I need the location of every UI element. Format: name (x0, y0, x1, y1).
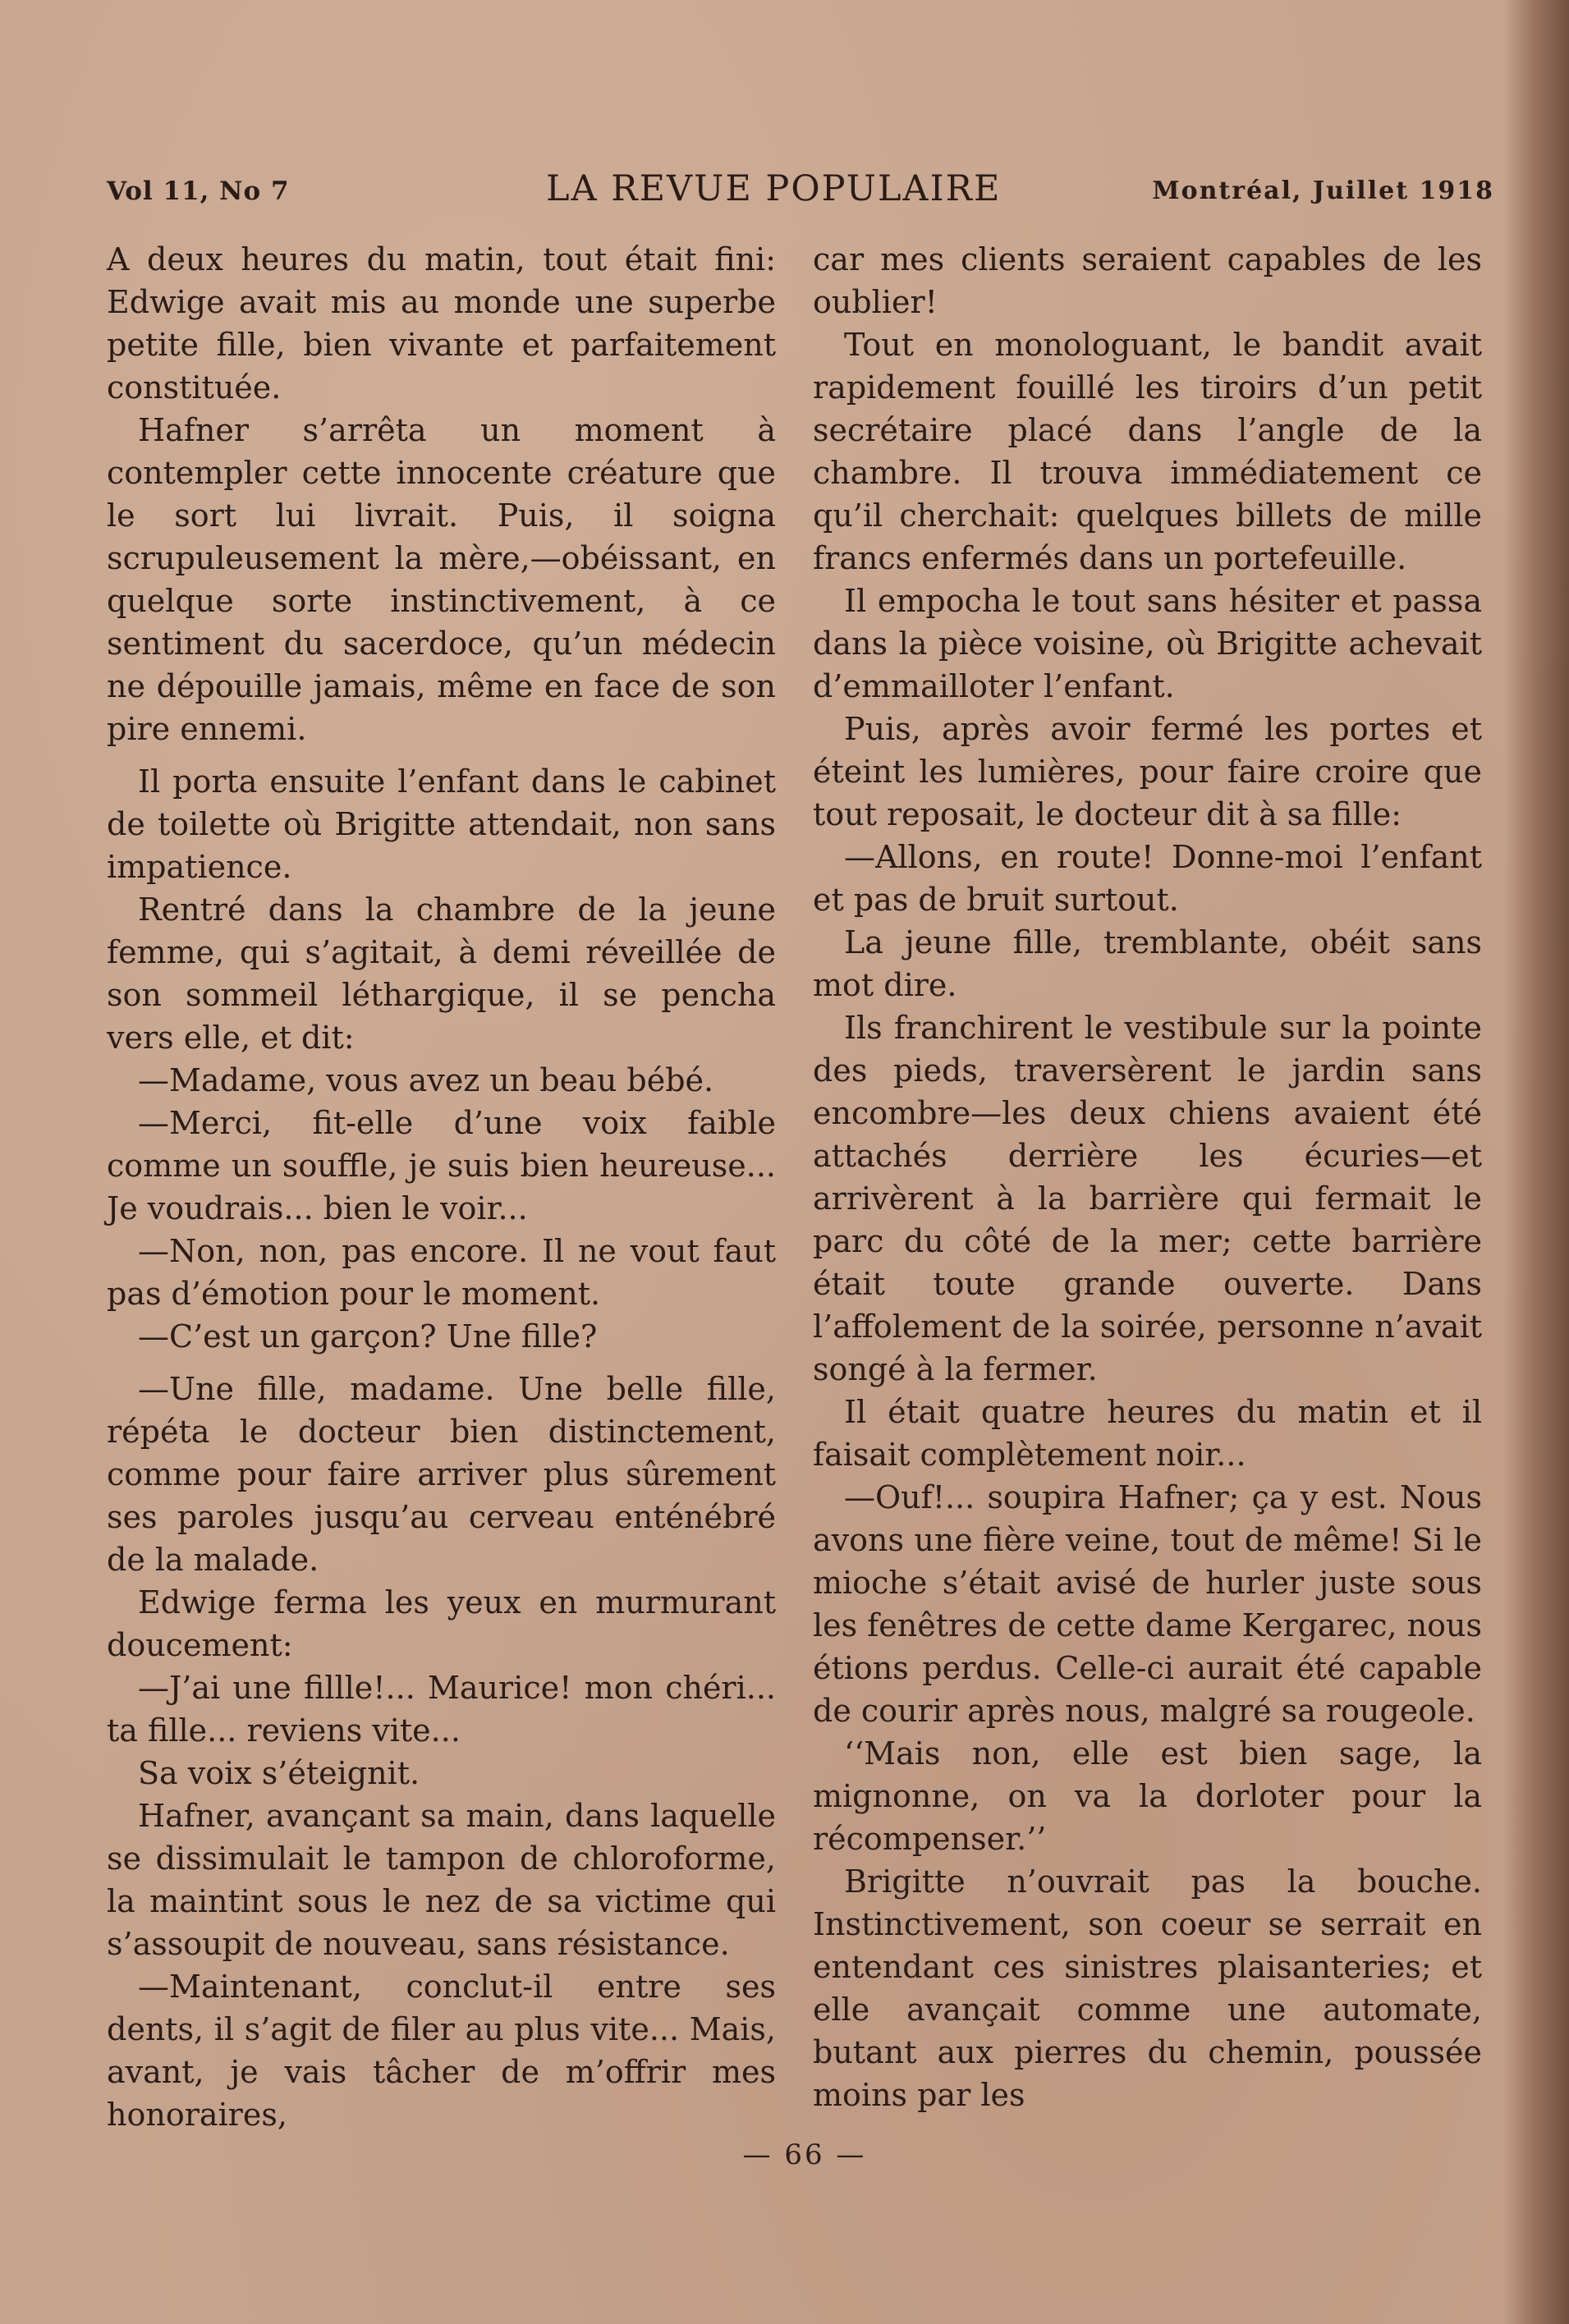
dialogue-line: —Ouf!... soupira Hafner; ça y est. Nous avons une fière veine, tout de même! Si le mioche s’était avisé de hurler juste sous les fenêtres de cette dame Kergarec, nous étions perdus. Celle-ci aurait été capable de courir après nous, malgré sa rougeole. (813, 1479, 1483, 1729)
dialogue-line: —Non, non, pas encore. Il ne vout faut pas d’émotion pour le moment. (107, 1233, 776, 1312)
left-column (107, 238, 776, 2136)
paragraph: Edwige ferma les yeux en murmurant doucement: (107, 1584, 776, 1663)
paragraph: Sa voix s’éteignit. (138, 1755, 420, 1791)
dialogue-line: —C’est un garçon? Une fille? (138, 1318, 598, 1355)
paragraph: Il porta ensuite l’enfant dans le cabinet de toilette où Brigitte attendait, non sans impatience. (107, 763, 776, 885)
dialogue-line: —Allons, en route! Donne-moi l’enfant et pas de bruit surtout. (813, 839, 1482, 918)
paragraph: Il était quatre heures du matin et il faisait complètement noir... (813, 1394, 1482, 1473)
dialogue-line: ‘‘Mais non, elle est bien sage, la mignonne, on va la dorloter pour la récompenser.’’ (813, 1735, 1482, 1857)
dialogue-line: —Une fille, madame. Une belle fille, répéta le docteur bien distinctement, comme pour faire arriver plus sûrement ses paroles jusqu’au cerveau enténébré de la malade. (107, 1371, 776, 1578)
right-column (813, 238, 1482, 2116)
dialogue-line: —J’ai une fillle!... Maurice! mon chéri... ta fille... reviens vite... (107, 1670, 776, 1749)
paragraph: La jeune fille, tremblante, obéit sans mot dire. (813, 924, 1482, 1003)
paragraph: Rentré dans la chambre de la jeune femme, qui s’agitait, à demi réveillée de son sommeil léthargique, il se pencha vers elle, et dit: (107, 892, 776, 1056)
paragraph: Ils franchirent le vestibule sur la pointe des pieds, traversèrent le jardin sans encombre—les deux chiens avaient été attachés derrière les écuries—et arrivèrent à la barrière qui fermait le parc du côté de la mer; cette barrière était toute grande ouverte. Dans l’affolement de la soirée, personne n’avait songé à la fermer. (813, 1010, 1482, 1387)
issue-date: Montréal, Juillet 1918 (1152, 176, 1494, 205)
dialogue-line: —Merci, fit-elle d’une voix faible comme un souffle, je suis bien heureuse... Je voudrais... bien le voir... (107, 1105, 776, 1226)
paragraph: Puis, après avoir fermé les portes et éteint les lumières, pour faire croire que tout reposait, le docteur dit à sa fille: (813, 711, 1482, 832)
paragraph: Hafner s’arrêta un moment à contempler cette innocente créature que le sort lui livrait. Puis, il soigna scrupuleusement la mère,—obéissant, en quelque sorte instinctivement, à ce sentiment du sacerdoce, qu’un médecin ne dépouille jamais, même en face de son pire ennemi. (107, 412, 776, 747)
volume-number: Vol 11, No 7 (107, 176, 290, 206)
paragraph: Brigitte n’ouvrait pas la bouche. Instinctivement, son coeur se serrait en entendant ces sinistres plaisanteries; et elle avançait comme une automate, butant aux pierres du chemin, poussée moins par les (813, 1863, 1482, 2113)
paragraph: Il empocha le tout sans hésiter et passa dans la pièce voisine, où Brigitte achevait d’emmailloter l’enfant. (813, 583, 1482, 704)
paragraph: car mes clients seraient capables de les oublier! (813, 241, 1482, 320)
dialogue-line: —Madame, vous avez un beau bébé. (138, 1062, 714, 1098)
journal-title: LA REVUE POPULAIRE (546, 168, 1002, 209)
page-binding-edge (1503, 0, 1569, 2324)
paragraph: Hafner, avançant sa main, dans laquelle se dissimulait le tampon de chloroforme, la maintint sous le nez de sa victime qui s’assoupit de nouveau, sans résistance. (107, 1798, 776, 1962)
page-header (107, 168, 1494, 218)
paragraph: A deux heures du matin, tout était fini: Edwige avait mis au monde une superbe petite fille, bien vivante et parfaitement constituée. (107, 241, 776, 406)
page-number: — 66 — (742, 2138, 867, 2171)
dialogue-line: —Maintenant, conclut-il entre ses dents, il s’agit de filer au plus vite... Mais, avant, je vais tâcher de m’offrir mes honoraires, (107, 1969, 776, 2133)
paragraph: Tout en monologuant, le bandit avait rapidement fouillé les tiroirs d’un petit secrétaire placé dans l’angle de la chambre. Il trouva immédiatement ce qu’il cherchait: quelques billets de mille francs enfermés dans un portefeuille. (813, 327, 1482, 576)
